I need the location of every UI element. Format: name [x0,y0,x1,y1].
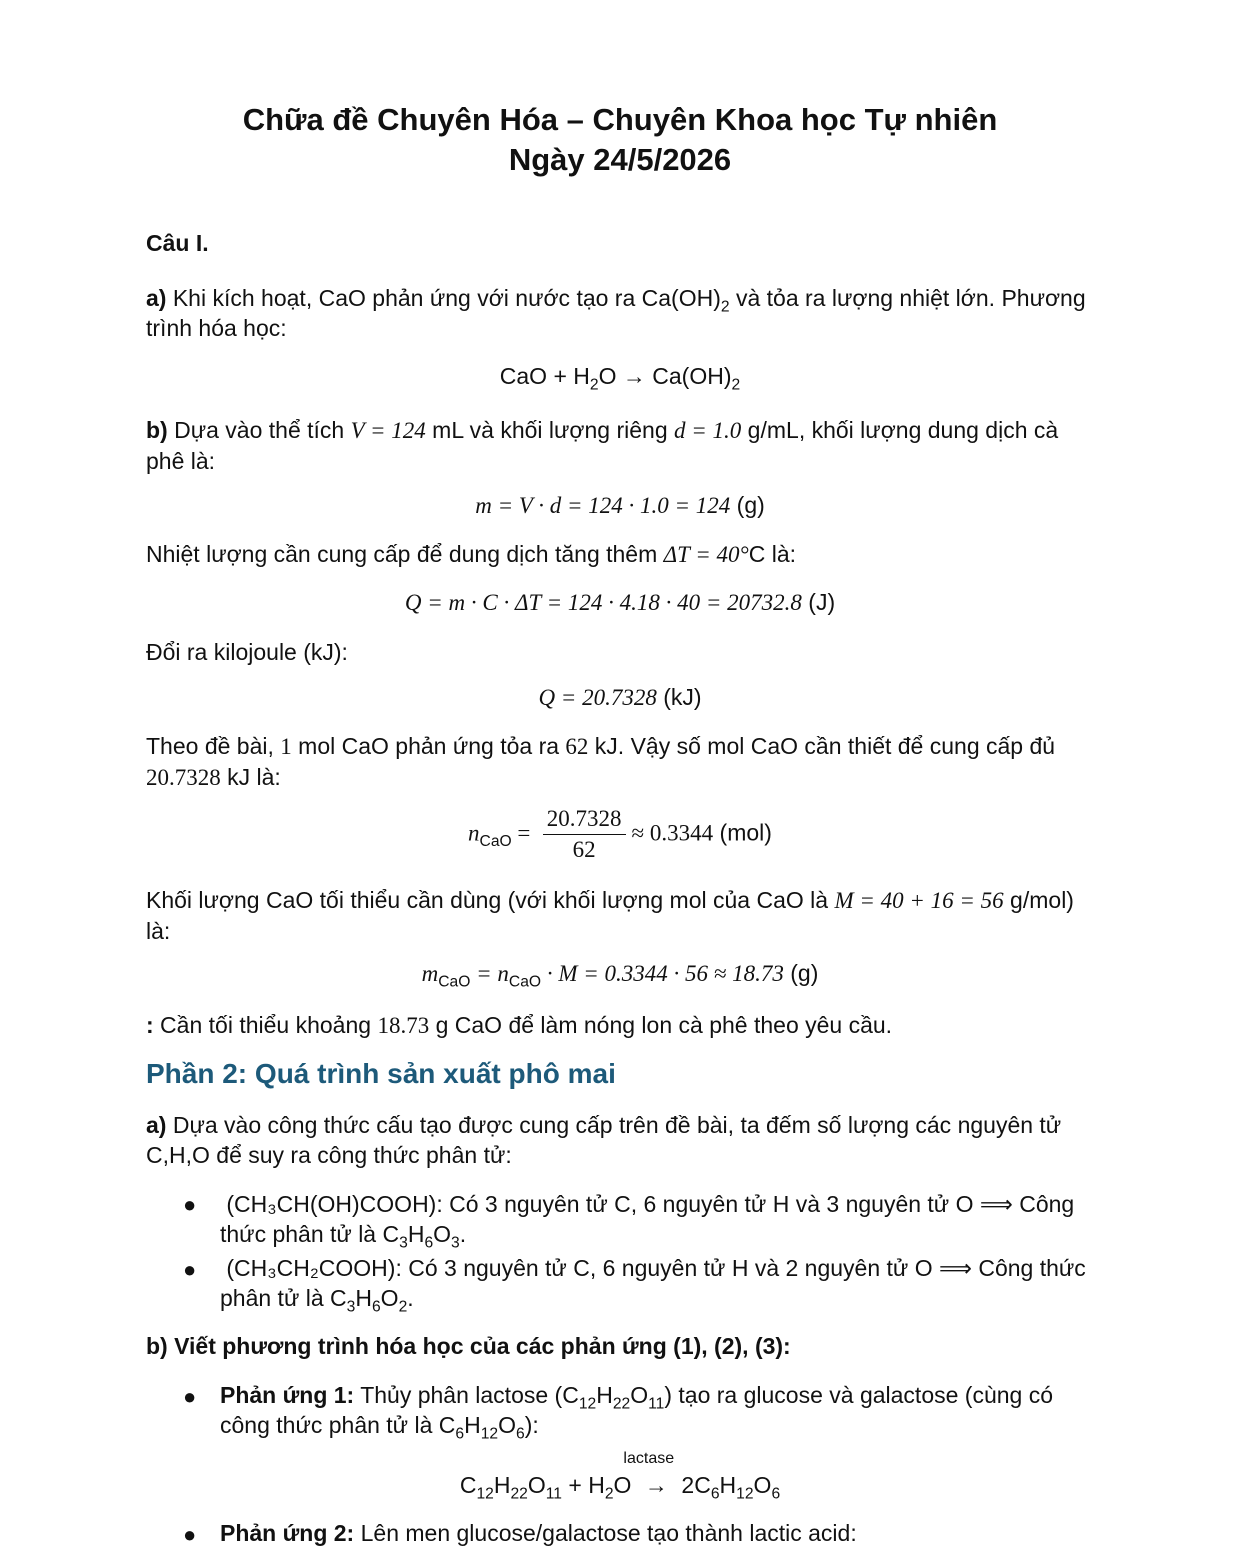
paragraph-2a [146,1110,1186,1170]
math-volume: V = 124 [350,418,426,443]
list-item-reaction-2 [220,1518,1180,1548]
eq-math: Q = m · C · ΔT = 124 · 4.18 · 40 = 20732.8 [404,590,802,615]
text: kJ. Vậy số mol CaO cần thiết để cung cấp đủ [588,733,1056,759]
bullet-icon: ● [183,1522,197,1547]
fraction [543,806,626,863]
text: : [146,1012,154,1038]
label-a: a) [146,285,167,311]
equation-moles: $n_{CaO}$ = $\frac{20.7328}{62}$ ≈ 0.3344 (mol) [468,806,772,862]
catalyst-label: lactase [623,1450,675,1467]
equation-heat [0,589,1240,616]
reaction-label: Phản ứng 1: [220,1382,355,1408]
section-heading-part2: Phần 2: Quá trình sản xuất phô mai [146,1058,616,1089]
paragraph-mol [146,731,1186,793]
heading-2b: b) Viết phương trình hóa học của các phản ứng (1), (2), (3): [146,1333,791,1359]
paragraph-mass [146,885,1186,946]
eq-unit: (J) [801,589,836,615]
label-a: a) [146,1112,167,1138]
eq-math: ≈ 0.3344 [631,820,714,846]
equation-cao-water: CaO + $H_2O \to Ca(OH)_2$ [499,363,741,394]
label-b: b) [146,417,168,443]
bullet-icon: ● [183,1257,197,1282]
eq-math: m [421,961,439,986]
text: Lên men glucose/galactose tạo thành lactic acid: [354,1520,857,1546]
equation-mass [0,492,1240,519]
equation-heat-kj [0,684,1240,711]
text: phê là: [146,448,216,474]
eq-text: CaO + H [499,363,590,389]
eq-unit: (g) [730,492,765,518]
text: phân tử là C [220,1285,347,1311]
text: Khối lượng CaO tối thiểu cần dùng (với khối lượng mol của CaO là [146,887,835,913]
equation-cao-mass: $m_{CaO} = n_{CaO} \cdot M = 0.3344 \cdot 56 \approx 18.73$ (g) [421,960,819,991]
paragraph-kj: Đổi ra kilojoule (kJ): [146,639,348,665]
text: Cần tối thiểu khoảng [153,1012,378,1038]
eq-math: · M = 0.3344 · 56 ≈ 18.73 [541,961,784,986]
document-title: Chữa đề Chuyên Hóa – Chuyên Khoa học Tự nhiên [242,102,998,137]
text: Khi kích hoạt, CaO phản ứng với nước tạo ra Ca(OH) [172,285,721,311]
text: mL và khối lượng riêng [425,417,675,443]
eq-sub: CaO [479,833,512,851]
text: Dựa vào công thức cấu tạo được cung cấp trên đề bài, ta đếm số lượng các nguyên tử [172,1112,1062,1138]
fraction-numerator: 20.7328 [543,806,626,835]
document-date: Ngày 24/5/2026 [508,142,732,177]
eq-unit: (mol) [713,819,772,846]
math-delta-t: ΔT = 40° [663,542,749,567]
paragraph-1a: a) Khi kích hoạt, CaO phản ứng với nước tạo ra $Ca(OH)_2$ và tỏa ra lượng nhiệt lớn. Phương trình hóa học: [146,285,1086,341]
equation-lactose-hydrolysis: $C_{12}H_{22}O_{11} + H_2O$ lactase → $2C_6H_{12}O_6$ [459,1450,781,1503]
text: Thủy phân lactose (C [354,1382,579,1408]
text: g/mol) [1003,887,1074,913]
eq-unit: (g) [783,960,819,986]
section-heading-cau1: Câu I. [146,230,209,256]
list-item-propionic: (CH₃CH₂COOH): Có 3 nguyên tử C, 6 nguyên tử H và 2 nguyên tử O ⟹ Công thức phân tử là $C_3H_6O_2$. [220,1255,1086,1316]
eq-text: O → Ca(OH) [598,363,732,389]
document-header [0,100,1240,180]
eq-math: = n [470,961,509,986]
text: là: [146,918,171,944]
eq-unit: (kJ) [656,684,702,710]
text: Dựa vào thể tích [174,417,351,443]
text: thức phân tử là C [220,1221,400,1247]
paragraph-1b [146,415,1186,476]
math-density: d = 1.0 [674,418,742,443]
text: kJ là: [220,764,281,790]
text: trình hóa học: [146,315,287,341]
text: g/mL, khối lượng dung dịch cà [741,417,1059,443]
list-item-reaction-1: Phản ứng 1: Thủy phân lactose $(C_{12}H_{22}O_{11})$ tạo ra glucose và galactose (cùng có công thức phân tử là $C_6H_{12}O_6$): [220,1382,1054,1443]
text: (CH₃CH₂COOH): Có 3 nguyên tử C, 6 nguyên tử H và 2 nguyên tử O ⟹ Công thức [226,1255,1086,1281]
reaction-label: Phản ứng 2: [220,1520,355,1546]
text: C là: [748,541,797,567]
eq-math: n [468,820,480,846]
text: Theo đề bài, [146,733,281,759]
text: công thức phân tử là C [220,1412,456,1438]
num: 1 [280,734,292,759]
text: Nhiệt lượng cần cung cấp để dung dịch tăng thêm [146,541,664,567]
list-item-lactic: (CH₃CH(OH)COOH): Có 3 nguyên tử C, 6 nguyên tử H và 3 nguyên tử O ⟹ Công thức phân tử là $C_3H_6O_3$. [220,1191,1075,1252]
num: 18.73 [377,1013,430,1038]
fraction-denominator: 62 [572,837,596,862]
text: ) tạo ra glucose và galactose (cùng có [664,1382,1054,1408]
bullet-icon: ● [183,1384,197,1409]
num: 20.7328 [146,765,221,790]
bullet-icon: ● [183,1192,197,1217]
num: 62 [565,734,589,759]
paragraph-conclusion [146,1010,1186,1041]
text: g CaO để làm nóng lon cà phê theo yêu cầu. [429,1012,893,1038]
paragraph-heat [146,539,1186,570]
text: (CH₃CH(OH)COOH): Có 3 nguyên tử C, 6 nguyên tử H và 3 nguyên tử O ⟹ Công [226,1191,1075,1217]
text: và tỏa ra lượng nhiệt lớn. Phương [729,285,1086,311]
text: C,H,O để suy ra công thức phân tử: [146,1142,512,1168]
eq-math: Q = 20.7328 [538,685,657,710]
reaction-arrow: lactase → [623,1450,675,1498]
eq-math: m = V · d = 124 · 1.0 = 124 [475,493,731,518]
text: mol CaO phản ứng tỏa ra [291,733,566,759]
math-molar-mass: M = 40 + 16 = 56 [834,888,1004,913]
